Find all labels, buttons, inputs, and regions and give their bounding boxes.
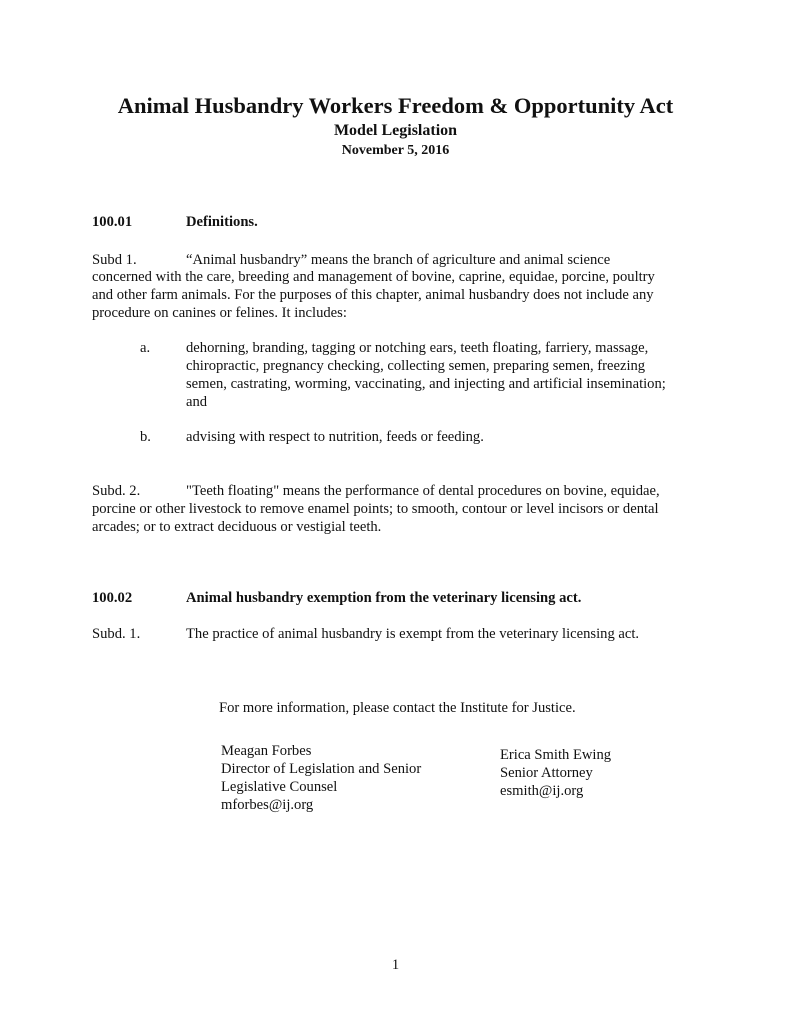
paragraph-line: The practice of animal husbandry is exempt from the veterinary licensing act. (186, 626, 640, 642)
subdivision-label: Subd. 2. (92, 483, 141, 499)
subdivision-label: Subd 1. (92, 252, 137, 268)
contact-email[interactable]: esmith@ij.org (500, 783, 584, 799)
list-item-line: chiropractic, pregnancy checking, collecting semen, preparing semen, freezing (186, 358, 646, 374)
paragraph-line: "Teeth floating" means the performance of dental procedures on bovine, equidae, (186, 483, 660, 499)
paragraph-line: and other farm animals. For the purposes of this chapter, animal husbandry does not include any (92, 287, 654, 303)
contact-intro: For more information, please contact the Institute for Justice. (219, 700, 576, 716)
contact-title: Legislative Counsel (221, 779, 338, 795)
contact-title: Director of Legislation and Senior (221, 761, 422, 777)
contact-name: Erica Smith Ewing (500, 747, 612, 763)
contact-title: Senior Attorney (500, 765, 593, 781)
section-number: 100.01 (92, 214, 133, 230)
section-heading: Definitions. (186, 214, 258, 230)
section-number: 100.02 (92, 590, 133, 606)
document-date: November 5, 2016 (341, 143, 450, 158)
list-item-label: a. (140, 340, 151, 356)
document-title: Animal Husbandry Workers Freedom & Opportunity Act (117, 93, 674, 118)
paragraph-line: porcine or other livestock to remove enamel points; to smooth, contour or level incisors or dental (92, 501, 659, 517)
contact-email[interactable]: mforbes@ij.org (221, 797, 314, 813)
list-item-label: b. (140, 429, 151, 445)
page-number: 1 (391, 957, 400, 973)
contact-name: Meagan Forbes (221, 743, 312, 759)
document-subtitle: Model Legislation (333, 122, 458, 139)
paragraph-line: concerned with the care, breeding and management of bovine, caprine, equidae, porcine, poultry (92, 269, 655, 285)
section-heading: Animal husbandry exemption from the veterinary licensing act. (186, 590, 582, 606)
list-item-line: dehorning, branding, tagging or notching ears, teeth floating, farriery, massage, (186, 340, 649, 356)
paragraph-line: arcades; or to extract deciduous or vestigial teeth. (92, 519, 382, 535)
paragraph-line: procedure on canines or felines. It includes: (92, 305, 347, 321)
list-item-line: and (186, 394, 208, 410)
list-item-line: semen, castrating, worming, vaccinating, and injecting and artificial insemination; (186, 376, 666, 392)
paragraph-line: “Animal husbandry” means the branch of agriculture and animal science (186, 252, 611, 268)
list-item-line: advising with respect to nutrition, feeds or feeding. (186, 429, 484, 445)
subdivision-label: Subd. 1. (92, 626, 141, 642)
